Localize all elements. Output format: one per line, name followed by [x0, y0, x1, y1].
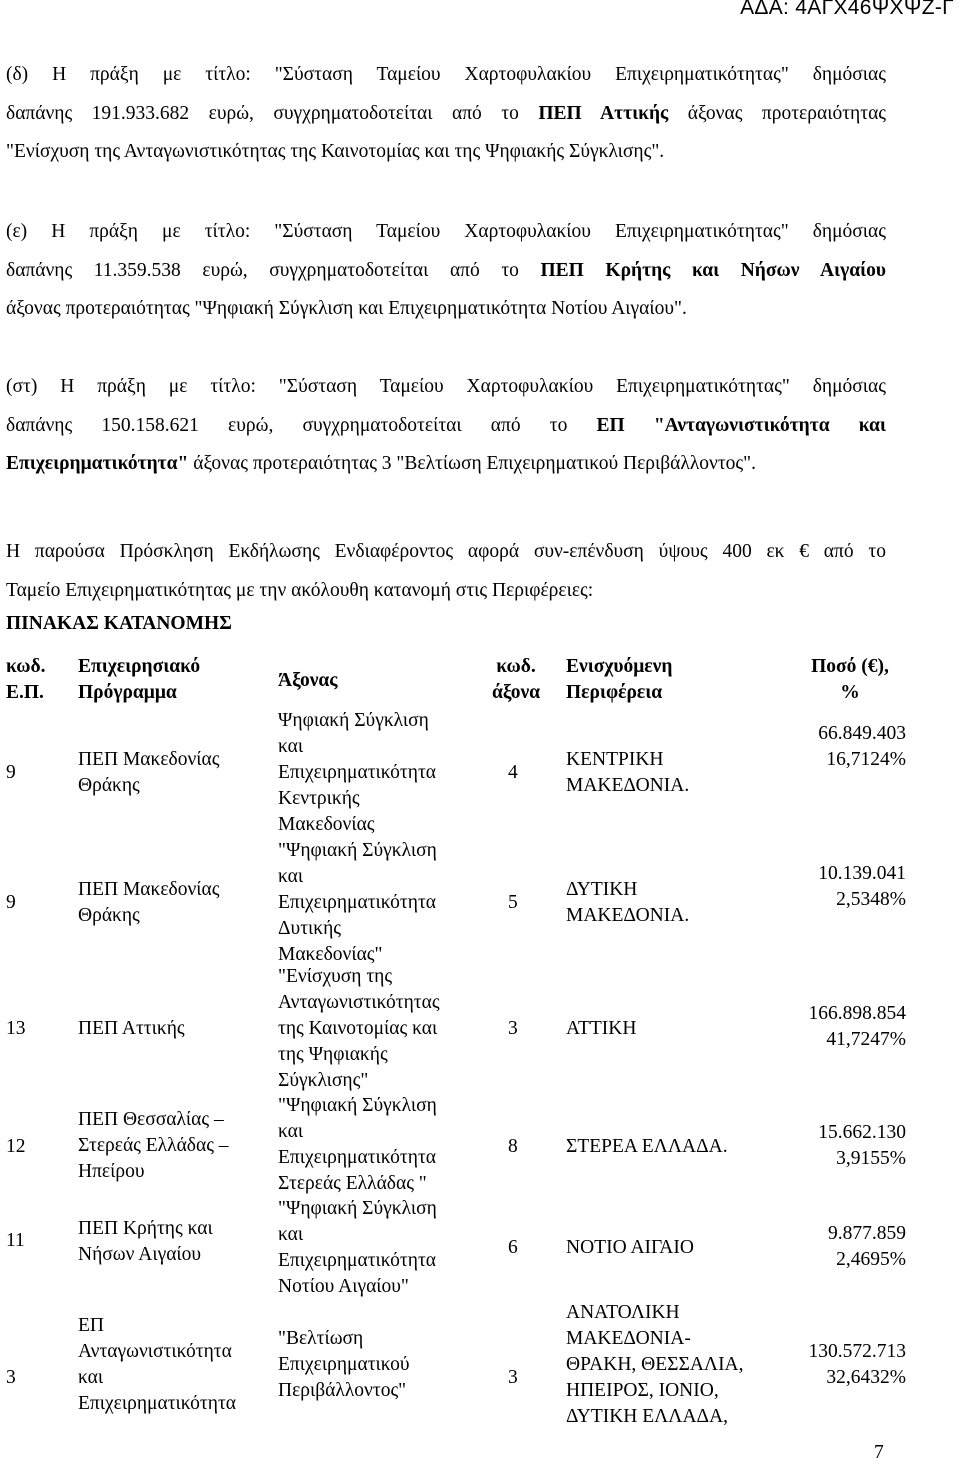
paragraph-st-program-name: ΕΠ "Ανταγωνιστικότητα και	[596, 414, 886, 436]
cell-kod-axona: 6	[508, 1237, 518, 1258]
paragraph-e-line3: άξονας προτεραιότητας "Ψηφιακή Σύγκλιση και Επιχειρηματικότητα Νοτίου Αιγαίου".	[6, 298, 687, 319]
paragraph-e-program-name: ΠΕΠ Κρήτης και Νήσων Αιγαίου	[540, 259, 886, 281]
cell-axonas: "Ψηφιακή Σύγκλιση και Επιχειρηματικότητα Στερεάς Ελλάδας "	[278, 1095, 437, 1194]
cell-axonas: "Ψηφιακή Σύγκλιση και Επιχειρηματικότητα Νοτίου Αιγαίου"	[278, 1198, 437, 1297]
cell-perifereia: ΣΤΕΡΕΑ ΕΛΛΑΔΑ.	[566, 1136, 728, 1157]
cell-poso: 10.139.041 2,5348%	[818, 863, 906, 910]
cell-kod: 9	[6, 762, 16, 783]
cell-kod-axona: 4	[508, 762, 518, 783]
cell-program: ΠΕΠ Κρήτης και Νήσων Αιγαίου	[78, 1218, 213, 1265]
cell-program: ΠΕΠ Μακεδονίας Θράκης	[78, 749, 220, 796]
cell-poso: 130.572.713 32,6432%	[808, 1341, 906, 1388]
cell-poso: 15.662.130 3,9155%	[818, 1122, 906, 1169]
cell-program: ΕΠ Ανταγωνιστικότητα και Επιχειρηματικότητα	[78, 1315, 237, 1414]
paragraph-st-line1: (στ) Η πράξη με τίτλο: "Σύσταση Ταμείου Χαρτοφυλακίου Επιχειρηματικότητας" δημόσιας	[6, 376, 886, 397]
cell-axonas: "Βελτίωση Επιχειρηματικού Περιβάλλοντος"	[278, 1328, 410, 1401]
paragraph-e-line1: (ε) Η πράξη με τίτλο: "Σύσταση Ταμείου Χαρτοφυλακίου Επιχειρηματικότητας" δημόσιας	[6, 221, 886, 242]
paragraph-d-line3: "Ενίσχυση της Ανταγωνιστικότητας της Καινοτομίας και της Ψηφιακής Σύγκλισης".	[6, 141, 665, 162]
paragraph-intro-line2: Ταμείο Επιχειρηματικότητας με την ακόλουθη κατανομή στις Περιφέρειες:	[6, 579, 594, 601]
paragraph-e-line2-text-a: δαπάνης 11.359.538 ευρώ, συγχρηματοδοτείται από το	[6, 259, 541, 281]
cell-kod-axona: 8	[508, 1136, 518, 1157]
cell-kod-axona: 5	[508, 892, 518, 913]
cell-perifereia: ΑΤΤΙΚΗ	[566, 1018, 637, 1039]
header-perifereia: Ενισχυόμενη Περιφέρεια	[566, 656, 673, 703]
header-program: Επιχειρησιακό Πρόγραμμα	[78, 656, 201, 703]
paragraph-st-line2	[6, 407, 886, 446]
table-title: ΠΙΝΑΚΑΣ ΚΑΤΑΝΟΜΗΣ	[6, 613, 232, 634]
cell-program: ΠΕΠ Μακεδονίας Θράκης	[78, 879, 220, 926]
cell-program: ΠΕΠ Αττικής	[78, 1018, 185, 1039]
paragraph-d	[6, 56, 886, 172]
paragraph-st	[6, 368, 886, 484]
cell-kod: 13	[6, 1018, 26, 1039]
cell-kod-axona: 3	[508, 1018, 518, 1039]
header-kod-axona: κωδ. άξονα	[491, 656, 541, 703]
header-kod-ep: κωδ. Ε.Π.	[6, 656, 46, 703]
paragraph-d-line2	[6, 95, 886, 134]
paragraph-st-line3-text-b: άξονας προτεραιότητας 3 "Βελτίωση Επιχειρηματικού Περιβάλλοντος".	[188, 453, 756, 474]
paragraph-intro-line1: Η παρούσα Πρόσκληση Εκδήλωσης Ενδιαφέροντος αφορά συν-επένδυση ύψους 400 εκ € από το	[6, 541, 886, 562]
paragraph-e	[6, 213, 886, 329]
cell-kod: 9	[6, 892, 16, 913]
cell-poso: 166.898.854 41,7247%	[808, 1003, 906, 1050]
cell-kod-axona: 3	[508, 1367, 518, 1388]
paragraph-d-line1: (δ) Η πράξη με τίτλο: "Σύσταση Ταμείου Χαρτοφυλακίου Επιχειρηματικότητας" δημόσιας	[6, 64, 886, 85]
paragraph-st-line2-text-a: δαπάνης 150.158.621 ευρώ, συγχρηματοδοτείται από το	[6, 414, 597, 436]
paragraph-d-line2-text-a: δαπάνης 191.933.682 ευρώ, συγχρηματοδοτείται από το	[6, 102, 539, 124]
cell-poso: 66.849.403 16,7124%	[818, 723, 906, 770]
cell-kod: 12	[6, 1136, 26, 1157]
cell-perifereia: ΚΕΝΤΡΙΚΗ ΜΑΚΕΔΟΝΙΑ.	[566, 749, 690, 796]
cell-kod: 3	[6, 1367, 16, 1388]
cell-axonas: "Ψηφιακή Σύγκλιση και Επιχειρηματικότητα Δυτικής Μακεδονίας"	[278, 840, 437, 965]
cell-axonas: Ψηφιακή Σύγκλιση και Επιχειρηματικότητα Κεντρικής Μακεδονίας	[278, 710, 437, 835]
paragraph-e-line2	[6, 252, 886, 291]
ada-code: ΑΔΑ: 4ΑΓΧ46ΨΧΨΖ-Γ	[740, 0, 954, 19]
paragraph-st-line3	[6, 445, 886, 484]
header-axonas: Άξονας	[278, 670, 338, 691]
cell-perifereia: ΔΥΤΙΚΗ ΜΑΚΕΔΟΝΙΑ.	[566, 879, 690, 926]
cell-axonas: "Ενίσχυση της Ανταγωνιστικότητας της Καινοτομίας και της Ψηφιακής Σύγκλισης"	[278, 966, 440, 1091]
paragraph-d-program-name: ΠΕΠ Αττικής	[538, 102, 669, 124]
paragraph-intro	[6, 533, 886, 610]
paragraph-d-line2-text-c: άξονας προτεραιότητας	[668, 102, 887, 124]
cell-perifereia: ΑΝΑΤΟΛΙΚΗ ΜΑΚΕΔΟΝΙΑ- ΘΡΑΚΗ, ΘΕΣΣΑΛΙΑ, ΗΠΕΙΡΟΣ, ΙΟΝΙΟ, ΔΥΤΙΚΗ ΕΛΛΑΔΑ,	[566, 1302, 744, 1427]
page-number: 7	[874, 1442, 884, 1463]
cell-poso: 9.877.859 2,4695%	[828, 1223, 906, 1270]
cell-perifereia: ΝΟΤΙΟ ΑΙΓΑΙΟ	[566, 1237, 694, 1258]
cell-program: ΠΕΠ Θεσσαλίας – Στερεάς Ελλάδας – Ηπείρου	[78, 1109, 229, 1182]
cell-kod: 11	[6, 1230, 25, 1251]
header-poso: Ποσό (€), %	[811, 656, 889, 703]
paragraph-st-program-name-cont: Επιχειρηματικότητα"	[6, 453, 189, 474]
